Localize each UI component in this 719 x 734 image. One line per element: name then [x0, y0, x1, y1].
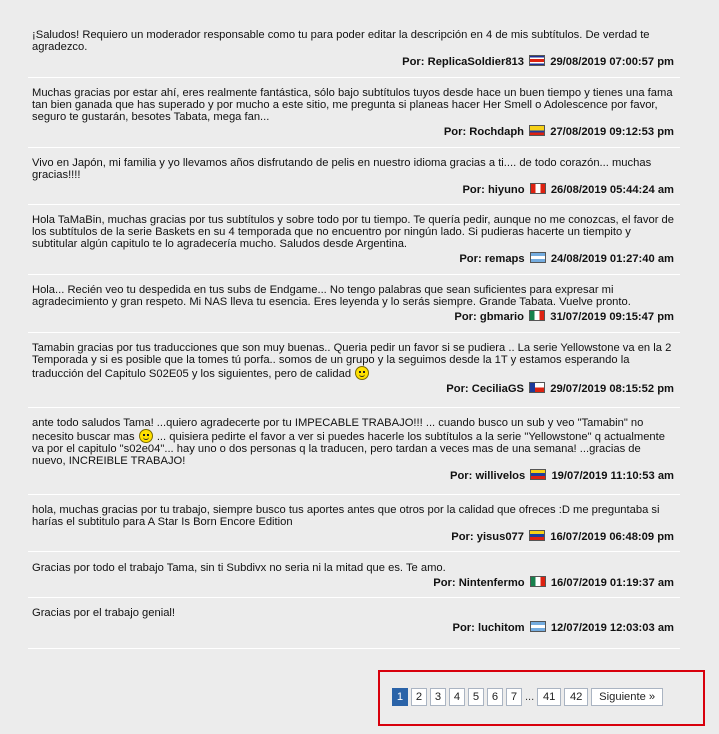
- comment-text-tail: ... quisiera pedirte el favor a ver si puedes hacerle los subtítulos a la serie "Yellowstone" q actualmente va por el capitulo "s02e04"... hay uno o dos personas q la traducen, pero tardan a veces mas de una semana! ...gracias de nuevo, INCREIBLE TRABAJO!: [32, 431, 665, 467]
- comment-text: Vivo en Japón, mi familia y yo llevamos años disfrutando de pelis en nuestro idioma gracias a ti.... de todo corazón... muchas gracias!!!!: [32, 157, 652, 181]
- author-prefix: Por:: [462, 184, 485, 196]
- page-1-button[interactable]: 1: [392, 688, 408, 706]
- comment-meta: [32, 252, 674, 265]
- comment-item: [32, 607, 674, 634]
- author-name-link[interactable]: hiyuno: [487, 184, 525, 196]
- next-page-button[interactable]: Siguiente »: [591, 688, 663, 706]
- page-6-button[interactable]: 6: [487, 688, 503, 706]
- divider: [28, 147, 680, 148]
- author-prefix: Por:: [443, 126, 467, 138]
- divider: [28, 77, 680, 78]
- comment-date: 31/07/2019 09:15:47 pm: [550, 311, 674, 323]
- comment-item: [32, 29, 674, 68]
- comment-date: 24/08/2019 01:27:40 am: [550, 253, 674, 265]
- page-2-button[interactable]: 2: [411, 688, 427, 706]
- comment-meta: [32, 55, 674, 68]
- page-3-button[interactable]: 3: [430, 688, 446, 706]
- smile-icon: [355, 366, 369, 380]
- author-prefix: Por:: [452, 622, 475, 634]
- comment-date: 16/07/2019 01:19:37 am: [550, 577, 674, 589]
- author-name-link[interactable]: Rochdaph: [469, 126, 524, 138]
- page-7-button[interactable]: 7: [506, 688, 522, 706]
- comment-item: [32, 214, 674, 265]
- divider: [28, 494, 680, 495]
- comment-text: Muchas gracias por estar ahí, eres realmente fantástica, sólo bajo subtítulos tuyos desde hace un buen tiempo y tienes una fama tan bien ganada que has superado y por mucho a este sitio, me pregunta si planeas hacer Her Smell o Adolescence por favor, seguro te gustarán, besotes Tabata, mega fan...: [32, 87, 673, 123]
- flag-icon: [529, 310, 545, 321]
- flag-icon: [529, 125, 545, 136]
- comment-item: [32, 562, 674, 589]
- comment-item: [32, 87, 674, 138]
- page-41-button[interactable]: 41: [537, 688, 561, 706]
- comment-date: 27/08/2019 09:12:53 pm: [550, 126, 674, 138]
- comment-date: 29/07/2019 08:15:52 pm: [550, 383, 674, 395]
- comment-meta: [32, 382, 674, 395]
- divider: [28, 204, 680, 205]
- flag-icon: [529, 55, 545, 66]
- divider: [28, 551, 680, 552]
- author-name-link[interactable]: yisus077: [476, 531, 524, 543]
- comment-item: [32, 342, 674, 395]
- flag-icon: [530, 469, 546, 480]
- comment-meta: [32, 310, 674, 323]
- comment-text: ¡Saludos! Requiero un moderador responsable como tu para poder editar la descripción en 4 de mis subtítulos. De verdad te agradezco.: [32, 29, 650, 53]
- flag-icon: [530, 621, 546, 632]
- comment-text: hola, muchas gracias por tu trabajo, siempre busco tus aportes antes que otros por la calidad que ofreces :D me preguntaba si harías el subtitulo para A Star Is Born Encore Edition: [32, 504, 660, 528]
- page-42-button[interactable]: 42: [564, 688, 588, 706]
- author-name-link[interactable]: CeciliaGS: [471, 383, 524, 395]
- divider: [28, 597, 680, 598]
- author-prefix: Por:: [451, 531, 474, 543]
- divider: [28, 407, 680, 408]
- comment-text: ante todo saludos Tama! ...quiero agradecerte por tu IMPECABLE TRABAJO!!! ... cuando busco un sub y veo "Tamabin" no necesito buscar mas: [32, 417, 644, 443]
- pagination-ellipsis: ...: [525, 691, 535, 703]
- smile-icon: [139, 429, 153, 443]
- author-name-link[interactable]: luchitom: [477, 622, 525, 634]
- author-prefix: Por:: [459, 253, 482, 265]
- author-prefix: Por:: [402, 56, 425, 68]
- comment-text: Gracias por todo el trabajo Tama, sin ti Subdivx no seria ni la mitad que es. Te amo.: [32, 562, 446, 574]
- comment-item: [32, 284, 674, 323]
- author-prefix: Por:: [446, 383, 469, 395]
- flag-icon: [530, 183, 546, 194]
- flag-icon: [530, 576, 546, 587]
- comment-meta: [32, 530, 674, 543]
- comment-meta: [32, 183, 674, 196]
- author-name-link[interactable]: willivelos: [475, 470, 526, 482]
- comment-date: 12/07/2019 12:03:03 am: [550, 622, 674, 634]
- comment-meta: [32, 621, 674, 634]
- comment-date: 19/07/2019 11:10:53 am: [551, 470, 674, 482]
- author-name-link[interactable]: gbmario: [479, 311, 524, 323]
- comment-text: Gracias por el trabajo genial!: [32, 607, 176, 619]
- comment-date: 29/08/2019 07:00:57 pm: [550, 56, 674, 68]
- author-prefix: Por:: [433, 577, 456, 589]
- comment-text: Hola... Recién veo tu despedida en tus subs de Endgame... No tengo palabras que sean suficientes para expresar mi agradecimiento y gran respeto. Mi NAS lleva tu esencia. Eres leyenda y lo serás siempre. Grande Tabata. Vuelve pronto.: [32, 284, 631, 308]
- author-name-link[interactable]: remaps: [484, 253, 525, 265]
- comment-item: [32, 417, 674, 482]
- author-prefix: Por:: [450, 470, 473, 482]
- page-4-button[interactable]: 4: [449, 688, 465, 706]
- author-name-link[interactable]: ReplicaSoldier813: [427, 56, 524, 68]
- divider: [28, 648, 680, 649]
- author-name-link[interactable]: Nintenfermo: [458, 577, 525, 589]
- comment-text: Hola TaMaBin, muchas gracias por tus subtítulos y sobre todo por tu tiempo. Te quería pedir, aunque no me conozcas, el favor de los subtítulos de la serie Baskets en su 4 temporada que no encuentro por ningún lado. Si pudieras hacerte un tiempito y subtitular algún capitulo te lo agradecería mucho. Saludos desde Argentina.: [32, 214, 674, 250]
- comment-date: 26/08/2019 05:44:24 am: [550, 184, 674, 196]
- pagination: [392, 688, 663, 706]
- flag-icon: [530, 252, 546, 263]
- comment-text: Tamabin gracias por tus traducciones que son muy buenas.. Queria pedir un favor si se pudiera .. La serie Yellowstone va en la 2 Temporada y si es posible que la tomes tú porfa.. somos de un grupo y la seguimos desde la 1T y estamos esperando la traducción del Capitulo S02E05 y los siguientes, pero de calidad: [32, 342, 672, 380]
- flag-icon: [529, 382, 545, 393]
- comment-item: [32, 157, 674, 196]
- page-5-button[interactable]: 5: [468, 688, 484, 706]
- comment-meta: [32, 125, 674, 138]
- comment-meta: [32, 576, 674, 589]
- author-prefix: Por:: [454, 311, 477, 323]
- comment-meta: [32, 469, 674, 482]
- comment-date: 16/07/2019 06:48:09 pm: [550, 531, 674, 543]
- divider: [28, 332, 680, 333]
- divider: [28, 274, 680, 275]
- comment-item: [32, 504, 674, 543]
- flag-icon: [529, 530, 545, 541]
